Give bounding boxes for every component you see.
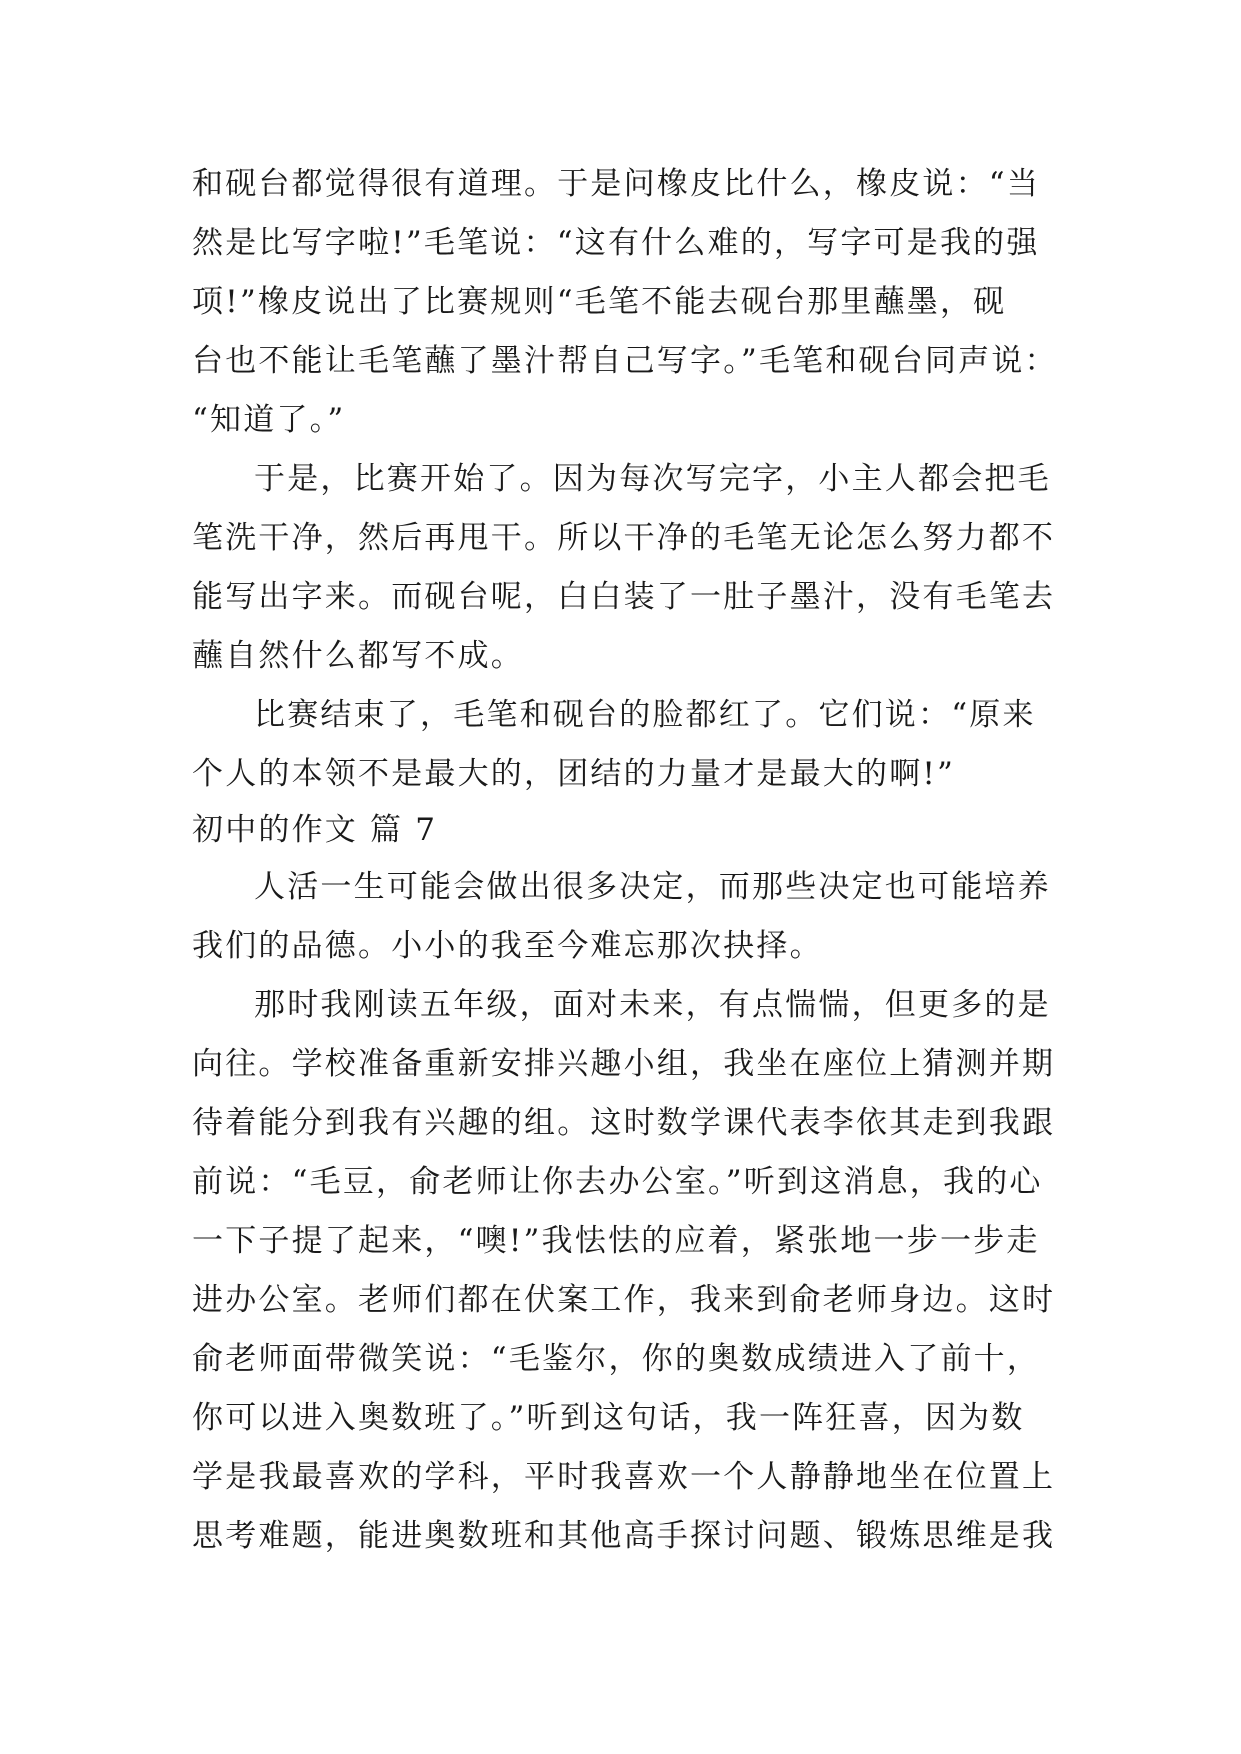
- paragraph-line: 我们的品德。小小的我至今难忘那次抉择。: [192, 928, 823, 964]
- paragraph-line: 进办公室。老师们都在伏案工作，我来到俞老师身边。这时: [192, 1282, 1056, 1318]
- paragraph-line: 向往。学校准备重新安排兴趣小组，我坐在座位上猜测并期: [192, 1046, 1056, 1082]
- paragraph-line: 个人的本领不是最大的，团结的力量才是最大的啊!”: [192, 756, 956, 792]
- paragraph-line: 你可以进入奥数班了。”听到这句话，我一阵狂喜，因为数: [192, 1400, 1025, 1436]
- paragraph-line: 笔洗干净，然后再甩干。所以干净的毛笔无论怎么努力都不: [192, 520, 1056, 556]
- paragraph-line: 前说：“毛豆，俞老师让你去办公室。”听到这消息，我的心: [192, 1164, 1043, 1200]
- paragraph-line: 待着能分到我有兴趣的组。这时数学课代表李依其走到我跟: [192, 1105, 1056, 1141]
- paragraph-line: “知道了。”: [192, 402, 346, 438]
- paragraph-line: 学是我最喜欢的学科，平时我喜欢一个人静静地坐在位置上: [192, 1459, 1056, 1495]
- paragraph-line: 和砚台都觉得很有道理。于是问橡皮比什么，橡皮说：“当: [192, 166, 1041, 202]
- paragraph-line: 那时我刚读五年级，面对未来，有点惴惴，但更多的是: [254, 987, 1051, 1023]
- paragraph-line: 能写出字来。而砚台呢，白白装了一肚子墨汁，没有毛笔去: [192, 579, 1056, 615]
- section-heading: 初中的作文 篇 7: [192, 812, 438, 848]
- paragraph-line: 俞老师面带微笑说：“毛鉴尔，你的奥数成绩进入了前十，: [192, 1341, 1041, 1377]
- paragraph-line: 蘸自然什么都写不成。: [192, 638, 524, 674]
- paragraph-line: 台也不能让毛笔蘸了墨汁帮自己写字。”毛笔和砚台同声说：: [192, 343, 1058, 379]
- paragraph-line: 项!”橡皮说出了比赛规则“毛笔不能去砚台那里蘸墨，砚: [192, 284, 1007, 320]
- paragraph-line: 思考难题，能进奥数班和其他高手探讨问题、锻炼思维是我: [192, 1518, 1056, 1554]
- paragraph-line: 人活一生可能会做出很多决定，而那些决定也可能培养: [254, 869, 1051, 905]
- paragraph-line: 于是，比赛开始了。因为每次写完字，小主人都会把毛: [254, 461, 1051, 497]
- paragraph-line: 比赛结束了，毛笔和砚台的脸都红了。它们说：“原来: [254, 697, 1036, 733]
- paragraph-line: 然是比写字啦!”毛笔说：“这有什么难的，写字可是我的强: [192, 225, 1040, 261]
- paragraph-line: 一下子提了起来，“噢!”我怯怯的应着，紧张地一步一步走: [192, 1223, 1040, 1259]
